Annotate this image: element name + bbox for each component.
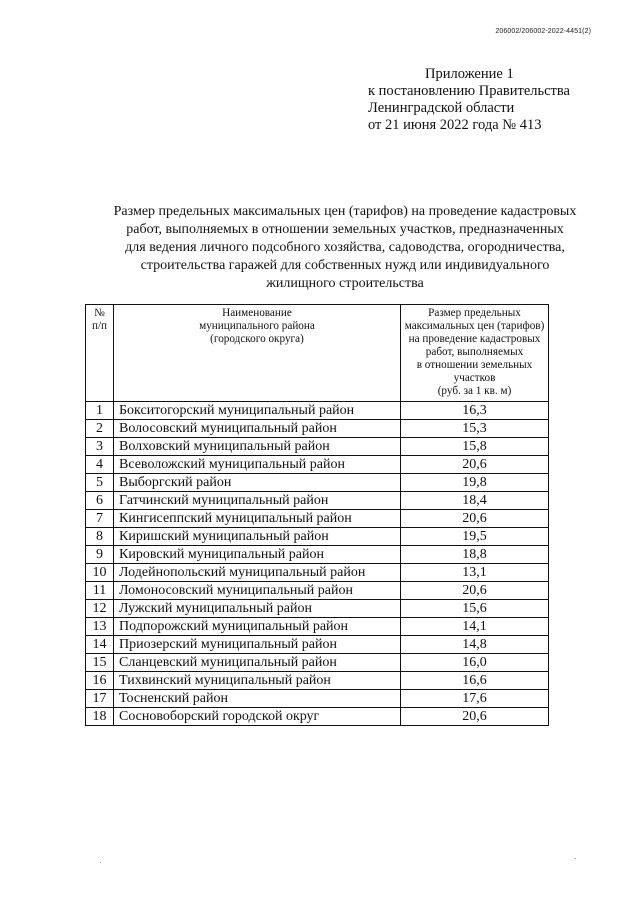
row-number: 13: [86, 618, 114, 636]
row-number: 11: [86, 582, 114, 600]
district-name: Выборгский район: [114, 474, 401, 492]
header-number-line-1: №: [94, 307, 105, 319]
district-name: Лодейнопольский муниципальный район: [114, 564, 401, 582]
row-number: 17: [86, 690, 114, 708]
header-name-line-3: (городского округа): [210, 333, 304, 345]
appendix-title: Приложение 1: [425, 66, 514, 82]
header-name-line-1: Наименование: [222, 307, 292, 319]
header-name-line-2: муниципального района: [199, 320, 315, 332]
document-heading: [80, 203, 610, 293]
header-tariff: [401, 305, 549, 402]
header-tariff-line-2: максимальных цен (тарифов): [404, 320, 545, 332]
table-body: [86, 402, 549, 726]
row-number: 10: [86, 564, 114, 582]
table-row: [86, 456, 549, 474]
tariff-value: 16,6: [401, 672, 549, 690]
tariff-value: 15,8: [401, 438, 549, 456]
row-number: 18: [86, 708, 114, 726]
district-name: Бокситогорский муниципальный район: [114, 402, 401, 420]
tariff-value: 14,1: [401, 618, 549, 636]
tariff-value: 20,6: [401, 456, 549, 474]
district-name: Тосненский район: [114, 690, 401, 708]
table-row: [86, 492, 549, 510]
tariff-value: 20,6: [401, 510, 549, 528]
header-tariff-line-7: (руб. за 1 кв. м): [437, 385, 512, 397]
tariff-value: 15,3: [401, 420, 549, 438]
district-name: Сосновоборский городской округ: [114, 708, 401, 726]
row-number: 8: [86, 528, 114, 546]
district-name: Приозерский муниципальный район: [114, 636, 401, 654]
table-row: [86, 564, 549, 582]
table-row: [86, 438, 549, 456]
row-number: 3: [86, 438, 114, 456]
scan-speck: [575, 858, 576, 859]
table-row: [86, 402, 549, 420]
row-number: 12: [86, 600, 114, 618]
row-number: 6: [86, 492, 114, 510]
row-number: 4: [86, 456, 114, 474]
tariff-value: 18,4: [401, 492, 549, 510]
table-row: [86, 690, 549, 708]
heading-line-3: для ведения личного подсобного хозяйства, садоводства, огородничества,: [125, 240, 565, 255]
heading-line-4: строительства гаражей для собственных нужд или индивидуального: [140, 258, 550, 273]
tariff-table: [85, 304, 549, 726]
district-name: Лужский муниципальный район: [114, 600, 401, 618]
district-name: Волосовский муниципальный район: [114, 420, 401, 438]
row-number: 15: [86, 654, 114, 672]
table-row: [86, 654, 549, 672]
header-tariff-line-3: на проведение кадастровых: [408, 333, 541, 345]
tariff-value: 20,6: [401, 708, 549, 726]
row-number: 2: [86, 420, 114, 438]
table-row: [86, 672, 549, 690]
tariff-value: 15,6: [401, 600, 549, 618]
row-number: 14: [86, 636, 114, 654]
district-name: Киришский муниципальный район: [114, 528, 401, 546]
table-row: [86, 708, 549, 726]
district-name: Всеволожский муниципальный район: [114, 456, 401, 474]
table-row: [86, 546, 549, 564]
tariff-value: 19,5: [401, 528, 549, 546]
tariff-value: 20,6: [401, 582, 549, 600]
appendix-line-2: к постановлению Правительства: [368, 83, 570, 99]
header-tariff-line-6: участков: [453, 372, 496, 384]
appendix-block: [368, 66, 570, 134]
heading-line-5: жилищного строительства: [266, 276, 424, 291]
row-number: 7: [86, 510, 114, 528]
row-number: 16: [86, 672, 114, 690]
table-row: [86, 582, 549, 600]
tariff-value: 19,8: [401, 474, 549, 492]
header-number-line-2: п/п: [91, 320, 108, 332]
header-tariff-line-5: в отношении земельных: [416, 359, 533, 371]
table-header-row: [86, 305, 549, 402]
heading-line-2: работ, выполняемых в отношении земельных участков, предназначенных: [126, 222, 564, 237]
tariff-value: 16,3: [401, 402, 549, 420]
header-district-name: [114, 305, 401, 402]
table-row: [86, 474, 549, 492]
scan-speck: [100, 862, 101, 863]
district-name: Кировский муниципальный район: [114, 546, 401, 564]
district-name: Сланцевский муниципальный район: [114, 654, 401, 672]
heading-line-1: Размер предельных максимальных цен (тарифов) на проведение кадастровых: [113, 204, 577, 219]
table-row: [86, 510, 549, 528]
tariff-value: 14,8: [401, 636, 549, 654]
district-name: Подпорожский муниципальный район: [114, 618, 401, 636]
row-number: 1: [86, 402, 114, 420]
district-name: Ломоносовский муниципальный район: [114, 582, 401, 600]
district-name: Гатчинский муниципальный район: [114, 492, 401, 510]
row-number: 9: [86, 546, 114, 564]
tariff-value: 18,8: [401, 546, 549, 564]
district-name: Волховский муниципальный район: [114, 438, 401, 456]
table-row: [86, 600, 549, 618]
table-row: [86, 636, 549, 654]
appendix-line-3: Ленинградской области: [368, 100, 515, 116]
table-row: [86, 420, 549, 438]
table-row: [86, 618, 549, 636]
table-row: [86, 528, 549, 546]
tariff-value: 13,1: [401, 564, 549, 582]
district-name: Тихвинский муниципальный район: [114, 672, 401, 690]
district-name: Кингисеппский муниципальный район: [114, 510, 401, 528]
row-number: 5: [86, 474, 114, 492]
header-tariff-line-4: работ, выполняемых: [425, 346, 524, 358]
appendix-line-4: от 21 июня 2022 года № 413: [368, 117, 542, 133]
header-tariff-line-1: Размер предельных: [428, 307, 521, 319]
header-number: [86, 305, 114, 402]
document-registration-number: 206002/206002-2022-4451(2): [495, 28, 591, 35]
tariff-value: 17,6: [401, 690, 549, 708]
tariff-value: 16,0: [401, 654, 549, 672]
